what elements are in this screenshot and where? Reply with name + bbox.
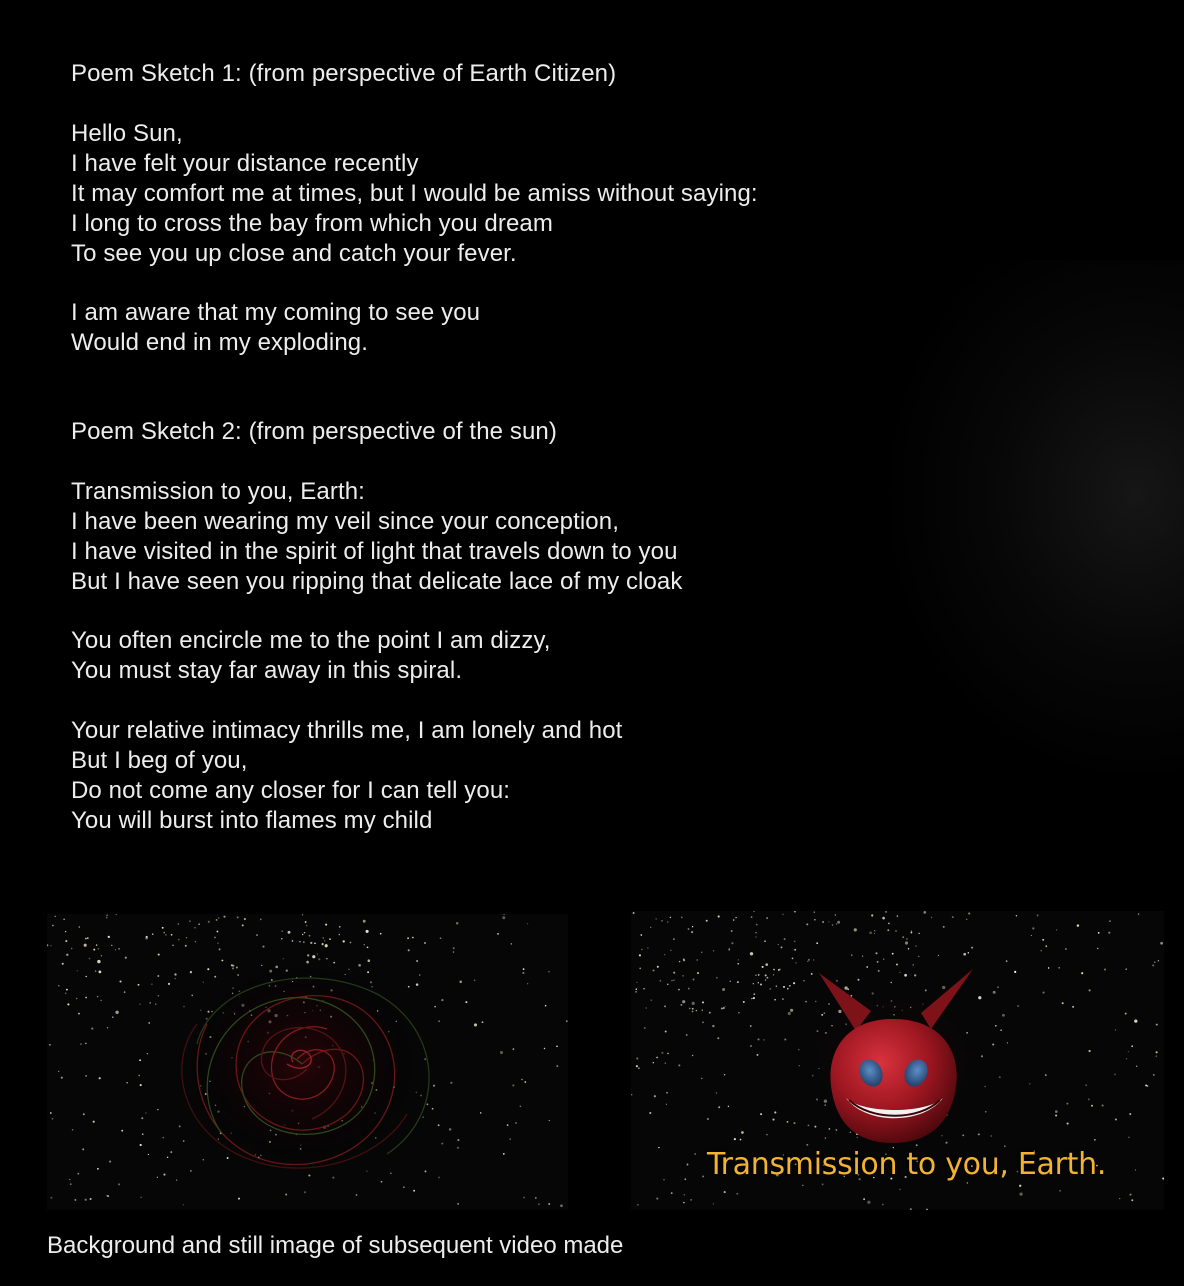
poem1-title-text: Poem Sketch 1: (from perspective of Earth Citizen) bbox=[71, 60, 617, 87]
poem2-title-text: Poem Sketch 2: (from perspective of the sun) bbox=[71, 418, 557, 445]
poem2-title bbox=[71, 417, 557, 447]
video-still-spiral bbox=[47, 914, 568, 1210]
poem-line: To see you up close and catch your fever. bbox=[71, 240, 517, 267]
poem-line: Do not come any closer for I can tell you: bbox=[71, 777, 511, 804]
poem-line: You will burst into flames my child bbox=[71, 807, 433, 834]
poem-line: I have been wearing my veil since your conception, bbox=[71, 508, 619, 535]
poem-line: I long to cross the bay from which you dream bbox=[71, 210, 553, 237]
poem2-stanza-2 bbox=[71, 626, 551, 686]
poem-line: But I have seen you ripping that delicate lace of my cloak bbox=[71, 568, 683, 595]
video-caption: Transmission to you, Earth. bbox=[707, 1147, 1107, 1182]
footer-caption: Background and still image of subsequent video made bbox=[47, 1232, 624, 1259]
poem-line: You often encircle me to the point I am dizzy, bbox=[71, 627, 551, 654]
poem2-stanza-3 bbox=[71, 716, 622, 836]
poem-line: Hello Sun, bbox=[71, 120, 183, 147]
poem-line: Transmission to you, Earth: bbox=[71, 478, 365, 505]
poem1-stanza-2 bbox=[71, 298, 480, 358]
poem1-stanza-1 bbox=[71, 119, 758, 269]
poem-line: I have visited in the spirit of light that travels down to you bbox=[71, 538, 678, 565]
poem1-title bbox=[71, 59, 616, 89]
background-glow bbox=[884, 260, 1184, 780]
poem2-stanza-1 bbox=[71, 477, 682, 597]
poem-line: I am aware that my coming to see you bbox=[71, 299, 481, 326]
poem-line: But I beg of you, bbox=[71, 747, 248, 774]
poem-line: You must stay far away in this spiral. bbox=[71, 657, 463, 684]
poem-line: Would end in my exploding. bbox=[71, 329, 368, 356]
poem-line: I have felt your distance recently bbox=[71, 150, 419, 177]
video-still-mask bbox=[631, 911, 1164, 1210]
spiral-starfield-image bbox=[47, 914, 568, 1210]
poem-line: Your relative intimacy thrills me, I am lonely and hot bbox=[71, 717, 623, 744]
poem-line: It may comfort me at times, but I would be amiss without saying: bbox=[71, 180, 758, 207]
